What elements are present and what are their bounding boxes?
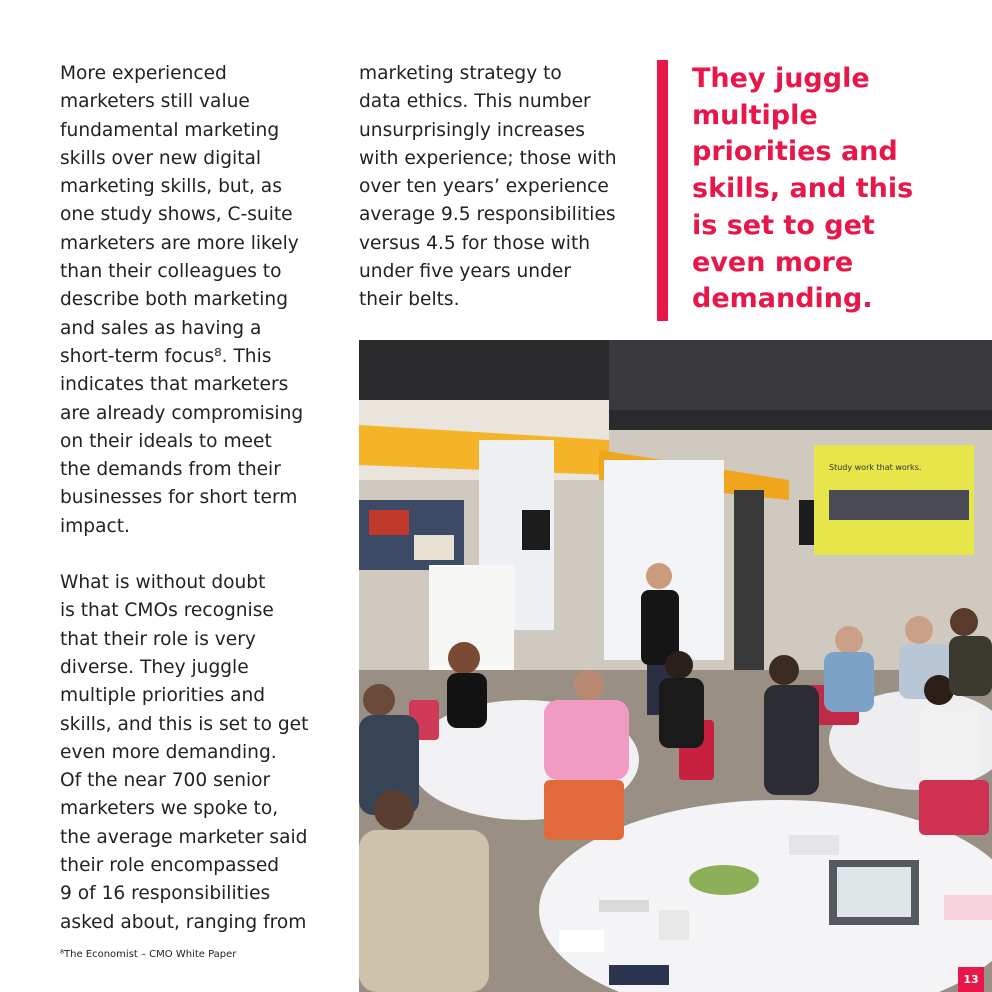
left-column [60,60,335,937]
workshop-photo [359,340,992,992]
left-paragraph-1: More experienced marketers still value fundamental marketing skills over new digital marketing skills, but, as one study shows, C-suite marketers are more likely than their colleagues to describe both marketing and sales as having a short-term focus⁸. This indicates that marketers are already compromising on their ideals to meet the demands from their businesses for short term impact. [60,63,304,537]
middle-paragraph: marketing strategy to data ethics. This number unsurprisingly increases with experience; those with over ten years’ experience average 9.5 responsibilities versus 4.5 for those with under five years under their belts. [359,63,617,311]
pull-quote: They juggle multiple priorities and skills, and this is set to get even more demanding. [692,63,914,315]
screen-title: Study work that works. [829,463,922,472]
page-number: 13 [958,967,984,992]
pull-quote-bar [657,60,668,321]
footnote: ⁸The Economist – CMO White Paper [60,949,237,960]
left-paragraph-2: What is without doubt is that CMOs recognise that their role is very diverse. They juggle multiple priorities and skills, and this is set to get even more demanding. Of the near 700 senior marketers we spoke to, the average marketer said their role encompassed 9 of 16 responsibilities asked about, ranging from [60,572,309,933]
